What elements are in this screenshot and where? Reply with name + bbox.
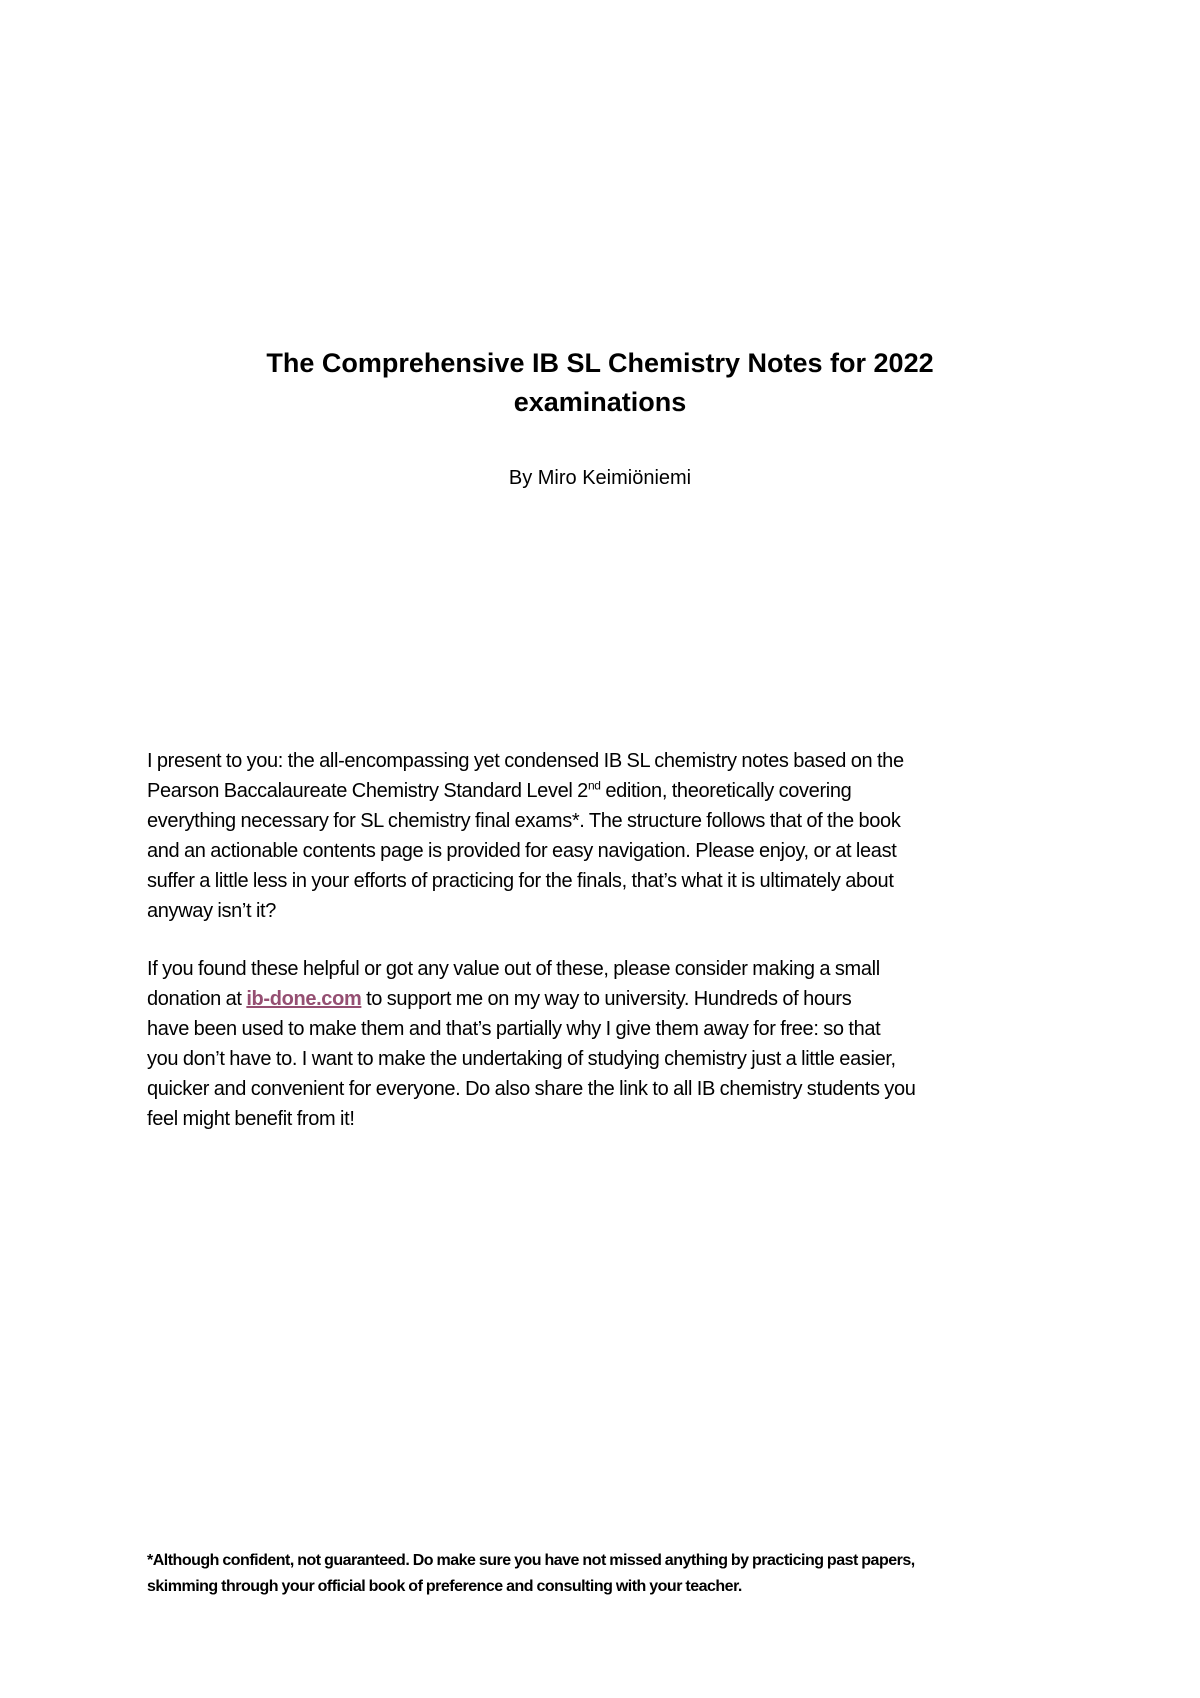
- donation-paragraph: [147, 954, 1057, 1134]
- document-title: [160, 344, 1040, 422]
- intro-line-2-text: Pearson Baccalaureate Chemistry Standard Level 2: [147, 780, 588, 802]
- title-line-1: The Comprehensive IB SL Chemistry Notes for 2022: [266, 348, 934, 378]
- intro-line-5: suffer a little less in your efforts of practicing for the finals, that’s what it is ultimately about: [147, 870, 894, 892]
- intro-line-4: and an actionable contents page is provided for easy navigation. Please enjoy, or at least: [147, 840, 897, 862]
- donation-line-1: If you found these helpful or got any value out of these, please consider making a small: [147, 958, 880, 980]
- intro-line-1: I present to you: the all-encompassing yet condensed IB SL chemistry notes based on the: [147, 750, 904, 772]
- intro-line-6: anyway isn’t it?: [147, 900, 277, 922]
- footnote-line-1: *Although confident, not guaranteed. Do make sure you have not missed anything by practicing past papers,: [147, 1552, 915, 1569]
- edition-superscript: nd: [587, 778, 601, 793]
- title-line-2: examinations: [513, 387, 687, 417]
- donation-link[interactable]: ib-done.com: [246, 988, 362, 1010]
- intro-paragraph: [147, 746, 1057, 926]
- donation-line-2-rest: to support me on my way to university. Hundreds of hours: [361, 988, 852, 1010]
- donation-line-4: you don’t have to. I want to make the undertaking of studying chemistry just a little easier,: [147, 1048, 896, 1070]
- donation-line-6: feel might benefit from it!: [147, 1108, 355, 1130]
- intro-line-3: everything necessary for SL chemistry final exams*. The structure follows that of the book: [147, 810, 901, 832]
- donation-line-3: have been used to make them and that’s partially why I give them away for free: so that: [147, 1018, 881, 1040]
- intro-line-2: [147, 776, 1057, 806]
- footnote: [147, 1548, 1067, 1600]
- donation-line-2-text: donation at: [147, 988, 247, 1010]
- donation-line-5: quicker and convenient for everyone. Do also share the link to all IB chemistry students you: [147, 1078, 916, 1100]
- footnote-line-2: skimming through your official book of preference and consulting with your teacher.: [147, 1578, 742, 1595]
- intro-line-2-rest: edition, theoretically covering: [600, 780, 852, 802]
- donation-line-2: [147, 984, 1057, 1014]
- author-byline: By Miro Keimiöniemi: [508, 467, 692, 489]
